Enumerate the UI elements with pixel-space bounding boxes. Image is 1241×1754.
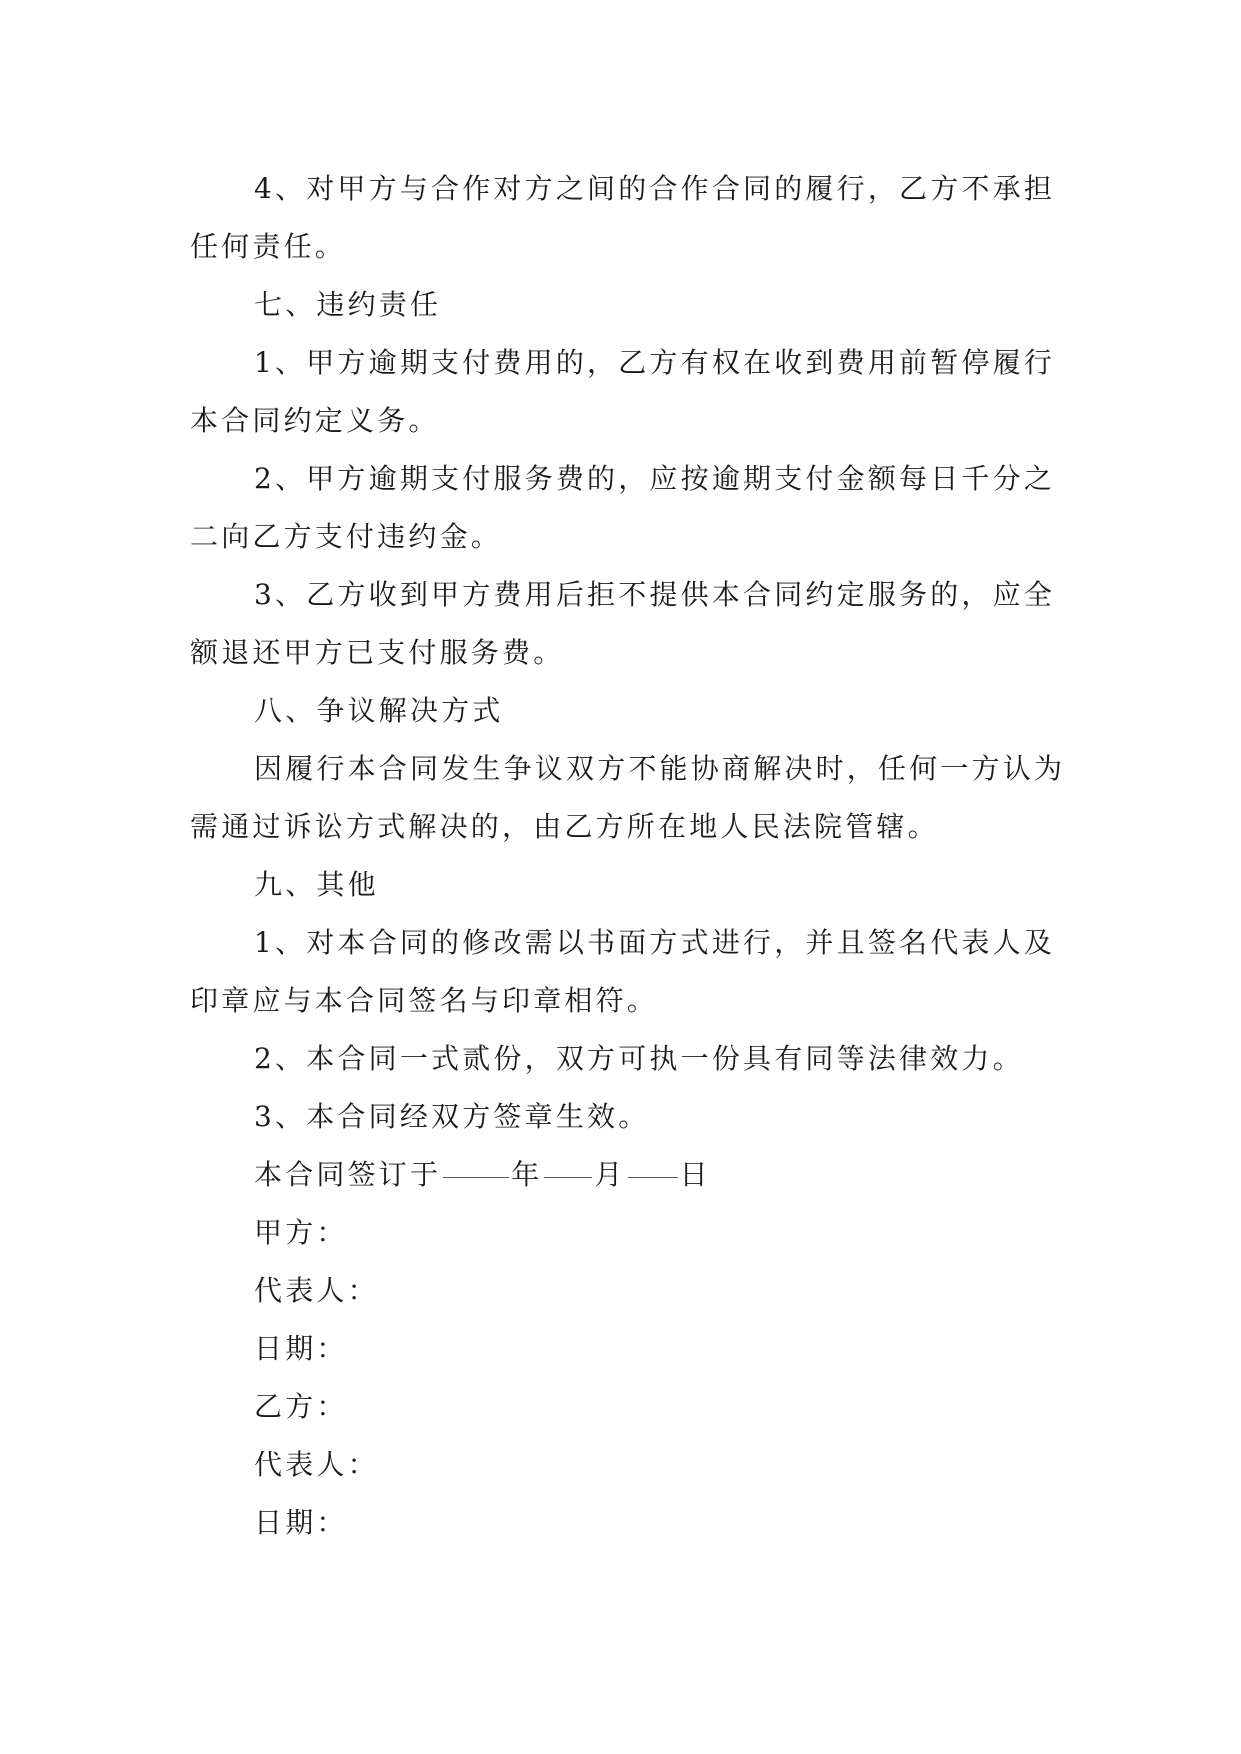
clause-9-1: 1、对本合同的修改需以书面方式进行，并且签名代表人及印章应与本合同签名与印章相符。	[190, 926, 1056, 1017]
section-heading-dispute: 八、争议解决方式	[254, 694, 504, 727]
clause-6-4: 4、对甲方与合作对方之间的合作合同的履行，乙方不承担任何责任。	[190, 172, 1056, 263]
year-label: 年	[511, 1158, 543, 1191]
signing-date-prefix: 本合同签订于	[254, 1158, 442, 1191]
day-blank	[628, 1177, 678, 1178]
party-a-label: 甲方：	[254, 1216, 348, 1249]
party-b-date-label: 日期：	[254, 1506, 348, 1539]
clause-8-body: 因履行本合同发生争议双方不能协商解决时，任何一方认为需通过诉讼方式解决的，由乙方所在地人民法院管辖。	[190, 752, 1066, 843]
year-blank	[443, 1177, 509, 1178]
document-body	[190, 160, 1070, 1552]
clause-7-1: 1、甲方逾期支付费用的，乙方有权在收到费用前暂停履行本合同约定义务。	[190, 346, 1056, 437]
section-heading-other: 九、其他	[254, 868, 379, 901]
party-a-representative-label: 代表人：	[254, 1274, 379, 1307]
month-label: 月	[594, 1158, 626, 1191]
section-heading-breach: 七、违约责任	[254, 288, 442, 321]
party-b-label: 乙方：	[254, 1390, 348, 1423]
day-label: 日	[679, 1158, 711, 1191]
clause-9-3: 3、本合同经双方签章生效。	[254, 1100, 650, 1133]
month-blank	[544, 1177, 592, 1178]
party-a-date-label: 日期：	[254, 1332, 348, 1365]
clause-7-3: 3、乙方收到甲方费用后拒不提供本合同约定服务的，应全额退还甲方已支付服务费。	[190, 578, 1056, 669]
party-b-representative-label: 代表人：	[254, 1448, 379, 1481]
clause-7-2: 2、甲方逾期支付服务费的，应按逾期支付金额每日千分之二向乙方支付违约金。	[190, 462, 1056, 553]
clause-9-2: 2、本合同一式贰份，双方可执一份具有同等法律效力。	[254, 1042, 1024, 1075]
signing-date-line	[190, 1146, 1070, 1204]
